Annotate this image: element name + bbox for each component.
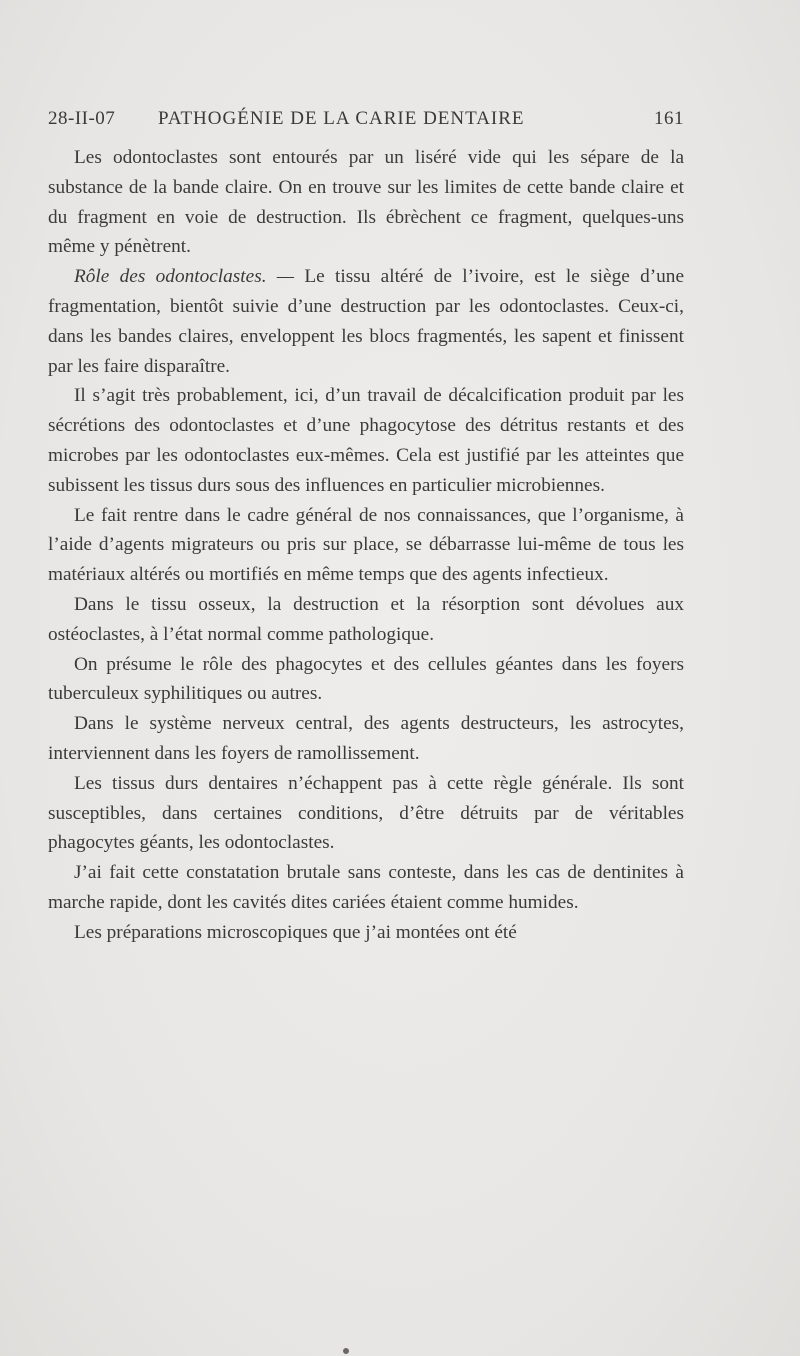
page-speck — [343, 1348, 349, 1354]
paragraph-1: Les odontoclastes sont entourés par un liséré vide qui les sépare de la substance de la bande claire. On en trouve sur les limites de cette bande claire et du fragment en voie de destruction. Ils ébrèchent ce fragment, quelques-uns même y pénètrent. — [48, 147, 684, 258]
paragraph-4: Le fait rentre dans le cadre général de nos connaissances, que l’organisme, à l’aide d’agents migrateurs ou pris sur place, se débarrasse lui-même de tous les matériaux altérés ou mortifiés en même temps que des agents infectieux. — [48, 504, 684, 586]
header-date: 28-II-07 — [48, 108, 116, 129]
paragraph-5: Dans le tissu osseux, la destruction et la résorption sont dévolues aux ostéoclastes, à l’état normal comme pathologique. — [48, 593, 684, 645]
paragraph-9: J’ai fait cette constatation brutale sans conteste, dans les cas de dentinites à marche rapide, dont les cavités dites cariées étaient comme humides. — [48, 862, 684, 913]
running-header — [48, 104, 684, 136]
paragraph-6: On présume le rôle des phagocytes et des cellules géantes dans les foyers tuberculeux syphilitiques ou autres. — [48, 653, 684, 705]
paragraph-2 — [48, 262, 684, 381]
paragraph-2-text: Le tissu altéré de l’ivoire, est le siège d’une fragmentation, bientôt suivie d’une destruction par les odontoclastes. Ceux-ci, dans les bandes claires, enveloppent les blocs fragmentés, les sapent et finissent par les faire disparaître. — [48, 266, 684, 377]
paragraph-7: Dans le système nerveux central, des agents destructeurs, les astrocytes, interviennent dans les foyers de ramollissement. — [48, 713, 684, 764]
header-title: PATHOGÉNIE DE LA CARIE DENTAIRE — [158, 108, 525, 129]
paragraph-8: Les tissus durs dentaires n’échappent pas à cette règle générale. Ils sont susceptibles, dans certaines conditions, d’être détruits par de véritables phagocytes géants, les odontoclastes. — [48, 772, 684, 854]
section-heading: Rôle des odontoclastes. — — [74, 266, 294, 288]
page-number: 161 — [654, 108, 684, 129]
paragraph-3: Il s’agit très probablement, ici, d’un travail de décalcification produit par les sécrétions des odontoclastes et d’une phagocytose des détritus restants et des microbes par les odontoclastes eux-mêmes. Cela est justifié par les atteintes que subissent les tissus durs sous des influences en particulier microbiennes. — [48, 385, 684, 496]
paragraph-10: Les préparations microscopiques que j’ai montées ont été — [74, 921, 517, 943]
body-text — [48, 143, 684, 948]
